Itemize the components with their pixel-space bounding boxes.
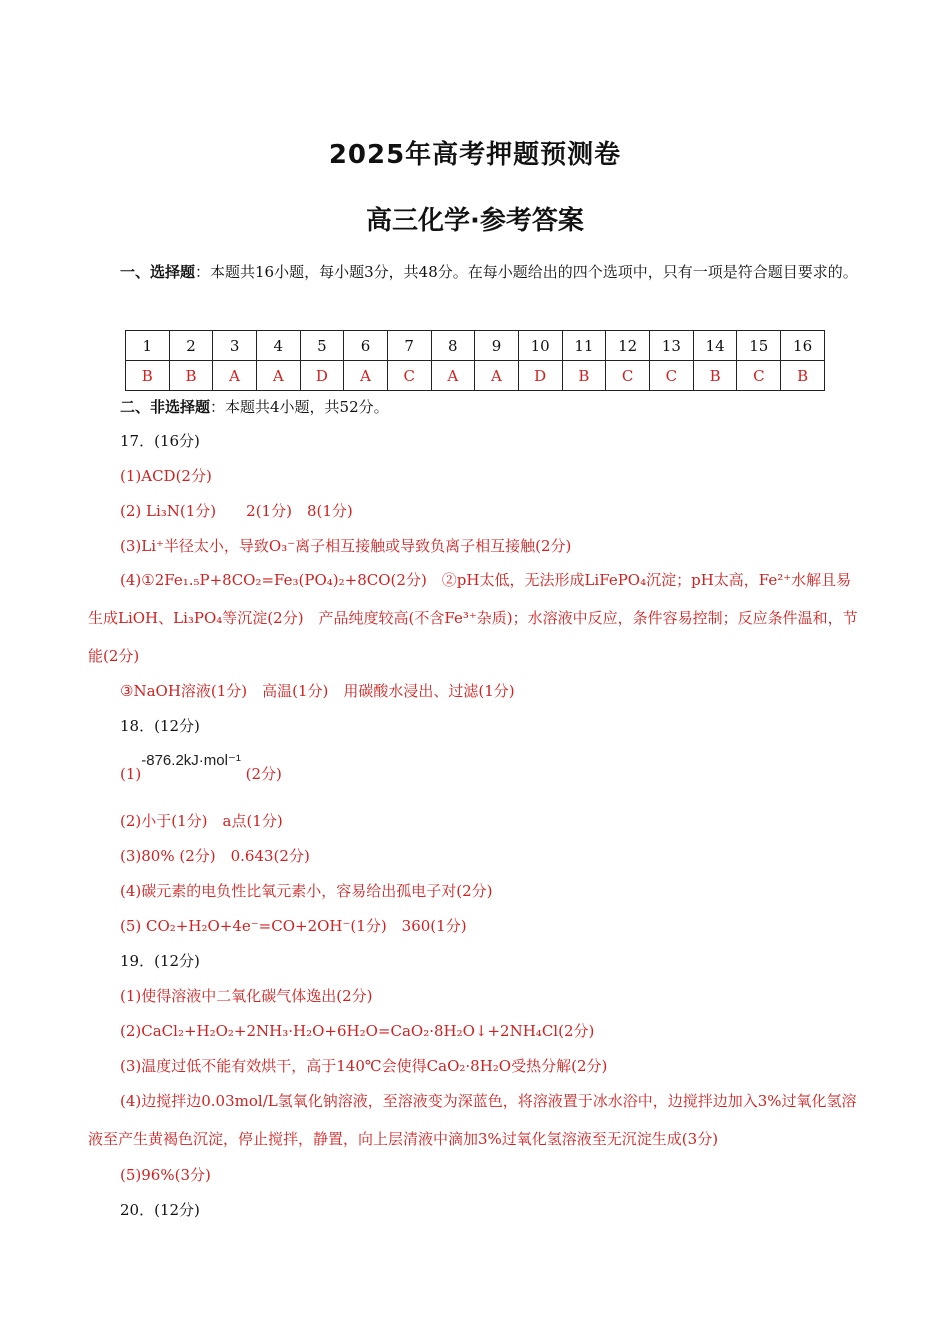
- section2-text: ：本题共4小题，共52分。: [210, 398, 389, 416]
- question-number-cell: 10: [518, 331, 562, 361]
- q19-heading: 19．(12分): [120, 952, 200, 970]
- q18-answer-3: (3)80% (2分) 0.643(2分): [120, 847, 310, 865]
- q19-answer-3: (3)温度过低不能有效烘干，高于140℃会使得CaO₂·8H₂O受热分解(2分): [120, 1057, 608, 1075]
- answer-cell: B: [781, 361, 825, 391]
- section1-label: 一、选择题: [120, 263, 196, 281]
- q18-answer-4: (4)碳元素的电负性比氧元素小，容易给出孤电子对(2分): [120, 882, 493, 900]
- section1-instructions: [88, 253, 860, 291]
- exam-subtitle: 高三化学·参考答案: [366, 206, 584, 236]
- q18-answer-2: (2)小于(1分) a点(1分): [120, 812, 283, 830]
- q18-answer-1-prefix: (1): [120, 765, 142, 783]
- question-number-cell: 15: [737, 331, 781, 361]
- answer-cell: B: [562, 361, 606, 391]
- answer-cell: B: [126, 361, 170, 391]
- q17-answer-2: (2) Li₃N(1分) 2(1分) 8(1分): [120, 502, 353, 520]
- section2-instructions: [120, 396, 389, 417]
- answer-cell: A: [431, 361, 475, 391]
- q17-answer-4-part3: ③NaOH溶液(1分) 高温(1分) 用碳酸水浸出、过滤(1分): [120, 682, 515, 700]
- answer-cell: D: [518, 361, 562, 391]
- answer-cell: B: [169, 361, 213, 391]
- answer-cell: C: [737, 361, 781, 391]
- question-number-cell: 2: [169, 331, 213, 361]
- q18-answer-5: (5) CO₂+H₂O+4e⁻=CO+2OH⁻(1分) 360(1分): [120, 917, 467, 935]
- question-number-cell: 9: [475, 331, 519, 361]
- answer-cell: D: [300, 361, 344, 391]
- question-number-cell: 1: [126, 331, 170, 361]
- answer-cell: C: [387, 361, 431, 391]
- answer-table-number-row: [126, 331, 825, 361]
- exam-title: 2025年高考押题预测卷: [328, 140, 622, 170]
- question-number-cell: 14: [693, 331, 737, 361]
- answer-cell: B: [693, 361, 737, 391]
- question-number-cell: 4: [256, 331, 300, 361]
- section2-label: 二、非选择题: [120, 398, 211, 416]
- question-number-cell: 12: [606, 331, 650, 361]
- answer-cell: C: [606, 361, 650, 391]
- q19-answer-5: (5)96%(3分): [120, 1166, 211, 1184]
- answer-cell: A: [475, 361, 519, 391]
- answer-cell: C: [649, 361, 693, 391]
- question-number-cell: 16: [781, 331, 825, 361]
- answer-cell: A: [256, 361, 300, 391]
- q19-answer-4: (4)边搅拌边0.03mol/L氢氧化钠溶液，至溶液变为深蓝色，将溶液置于冰水浴中，边搅拌边加入3%过氧化氢溶液至产生黄褐色沉淀，停止搅拌，静置，向上层清液中滴加3%过氧化氢溶液至无沉淀生成(3分): [88, 1092, 857, 1148]
- q20-heading: 20．(12分): [120, 1201, 200, 1219]
- answer-cell: A: [344, 361, 388, 391]
- q18-heading: 18．(12分): [120, 717, 200, 735]
- q19-answer-1: (1)使得溶液中二氧化碳气体逸出(2分): [120, 987, 373, 1005]
- q18-answer-1: [120, 752, 282, 784]
- question-number-cell: 11: [562, 331, 606, 361]
- enthalpy-value: -876.2kJ·mol⁻¹: [141, 752, 241, 769]
- section1-text: ：本题共16小题，每小题3分，共48分。在每小题给出的四个选项中，只有一项是符合题目要求的。: [195, 263, 858, 281]
- q17-heading: 17．(16分): [120, 432, 200, 450]
- question-number-cell: 6: [344, 331, 388, 361]
- q17-answer-4: (4)①2Fe₁.₅P+8CO₂=Fe₃(PO₄)₂+8CO(2分) ②pH太低，无法形成LiFePO₄沉淀；pH太高，Fe²⁺水解且易生成LiOH、Li₃PO₄等沉淀(2分) 产品纯度较高(不含Fe³⁺杂质)；水溶液中反应，条件容易控制；反应条件温和，节能(2分): [88, 571, 858, 665]
- question-number-cell: 5: [300, 331, 344, 361]
- answer-table-answer-row: [126, 361, 825, 391]
- q17-answer-3: (3)Li⁺半径太小，导致O₃⁻离子相互接触或导致负离子相互接触(2分): [120, 537, 572, 555]
- q18-answer-1-suffix: (2分): [245, 765, 282, 783]
- answer-cell: A: [213, 361, 257, 391]
- answer-table: [125, 330, 825, 391]
- question-number-cell: 7: [387, 331, 431, 361]
- question-number-cell: 3: [213, 331, 257, 361]
- q19-answer-2: (2)CaCl₂+H₂O₂+2NH₃·H₂O+6H₂O=CaO₂·8H₂O↓+2NH₄Cl(2分): [120, 1022, 595, 1040]
- question-number-cell: 13: [649, 331, 693, 361]
- question-number-cell: 8: [431, 331, 475, 361]
- q17-answer-1: (1)ACD(2分): [120, 467, 212, 485]
